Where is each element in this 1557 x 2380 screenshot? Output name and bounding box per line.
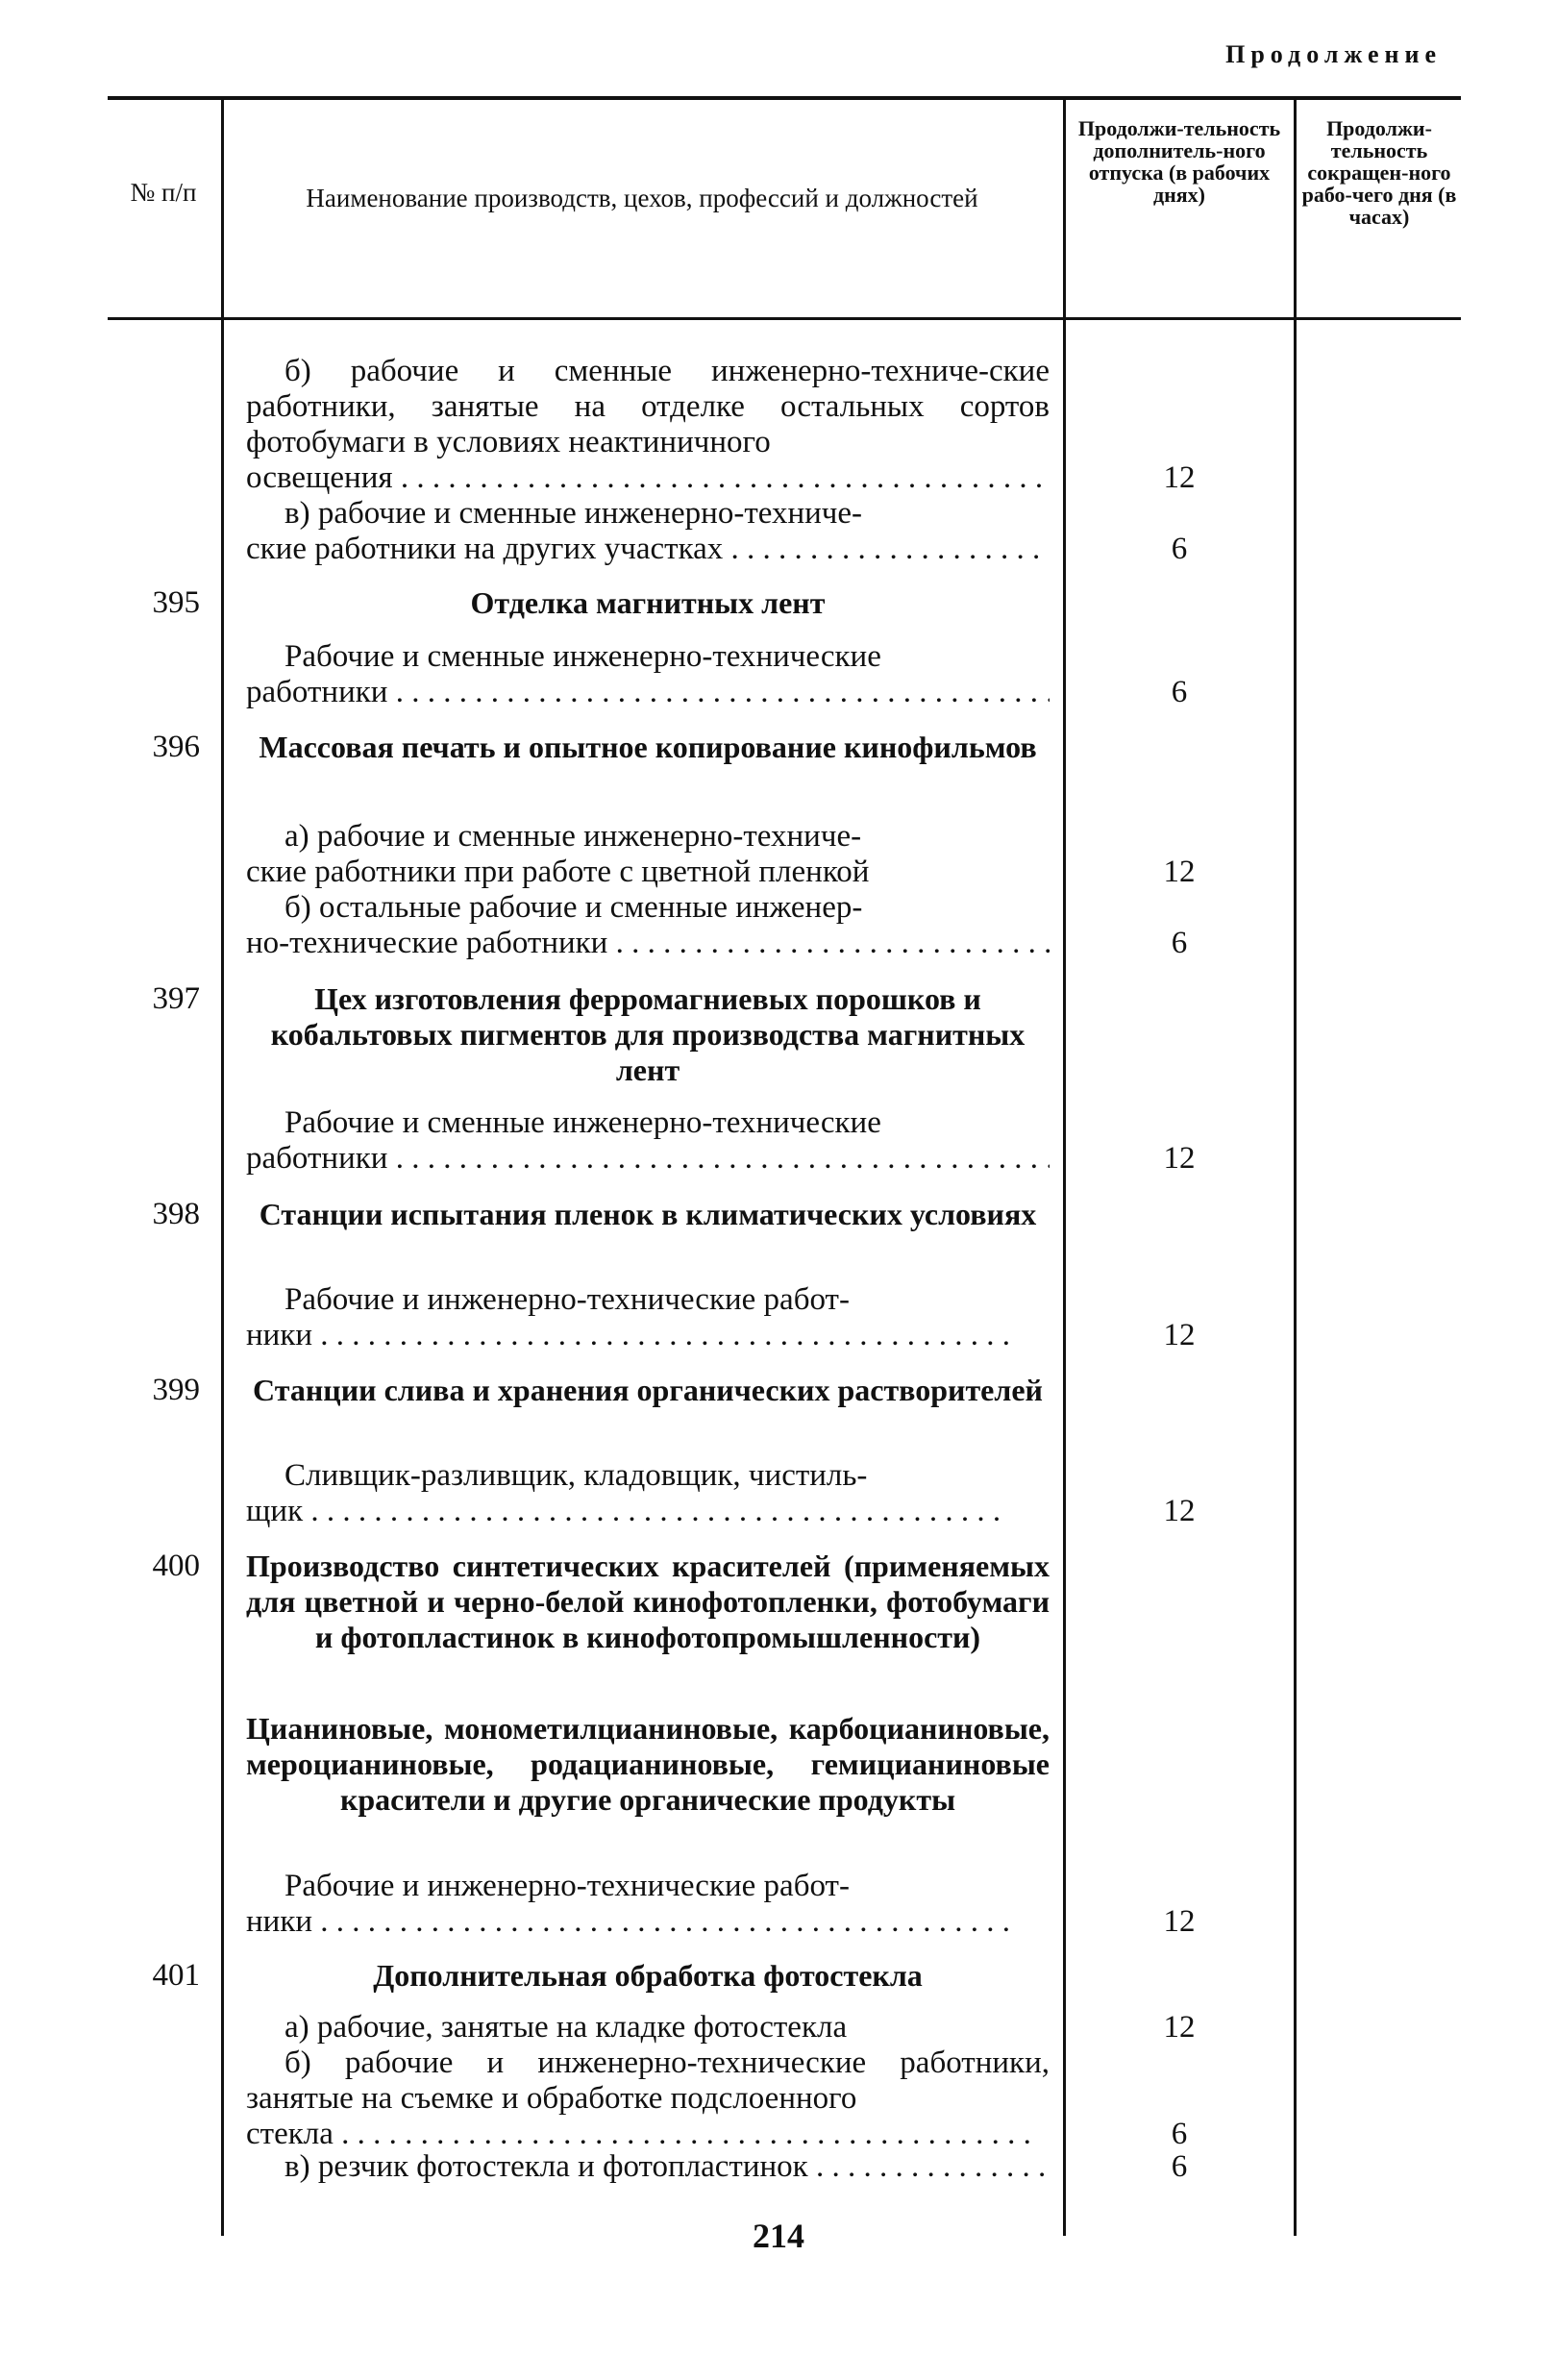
section-title: Станции слива и хранения органических растворителей xyxy=(253,1373,1043,1407)
item-text: Рабочие и инженерно-технические работ- xyxy=(284,1869,850,1903)
item-text: Рабочие и инженерно-технические работ- xyxy=(284,1282,850,1317)
leave-value: 6 xyxy=(1171,675,1188,709)
item-text: а) рабочие, занятые на кладке фотостекла xyxy=(284,2010,848,2045)
item-text: стекла . . . xyxy=(246,2117,1050,2152)
header-number: № п/п xyxy=(130,178,197,207)
item-text: а) рабочие и сменные инженерно-техниче- xyxy=(284,819,862,854)
item-text: Сливщик-разливщик, кладовщик, чистиль- xyxy=(284,1458,868,1493)
leave-value: 12 xyxy=(1163,855,1196,889)
header-reduced-day: Продолжи-тельность сокращен-ного рабо-чего дня (в часах) xyxy=(1301,116,1457,230)
row-number: 400 xyxy=(152,1549,200,1583)
leave-value: 12 xyxy=(1163,2010,1196,2045)
page-number: 214 xyxy=(753,2217,804,2255)
item-text: Рабочие и сменные инженерно-технические xyxy=(284,1105,881,1140)
leave-value: 6 xyxy=(1171,2117,1188,2151)
header-name: Наименование производств, цехов, профессий и должностей xyxy=(306,184,978,212)
header-bottom-rule xyxy=(108,317,1461,320)
item-text: освещения . . . xyxy=(246,460,1050,496)
table-top-rule xyxy=(108,96,1461,100)
section-title: Дополнительная обработка фотостекла xyxy=(373,1958,923,1993)
item-text: работники . . . xyxy=(246,1141,1050,1177)
item-text: ские работники при работе с цветной пленкой xyxy=(246,855,870,889)
row-number: 399 xyxy=(152,1373,200,1407)
row-number: 397 xyxy=(152,981,200,1016)
item-text: Рабочие и сменные инженерно-технические xyxy=(284,639,881,674)
item-text: в) рабочие и сменные инженерно-техниче- xyxy=(284,496,863,531)
column-divider-3 xyxy=(1294,100,1297,2236)
section-title: Отделка магнитных лент xyxy=(470,585,826,620)
item-text: работники . . . xyxy=(246,675,1050,710)
section-title: Производство синтетических красителей (применяемых для цветной и черно-белой кинофотопленки, фотобумаги и фотопластинок в кинофотопромышленности) xyxy=(246,1549,1050,1654)
section-title: Массовая печать и опытное копирование кинофильмов xyxy=(259,730,1037,764)
item-text: б) рабочие и инженерно-технические работники, занятые на съемке и обработке подслоенного xyxy=(246,2045,1050,2116)
item-text: ники . . . xyxy=(246,1904,1050,1940)
column-divider-1 xyxy=(221,100,224,2236)
column-divider-2 xyxy=(1063,100,1066,2236)
leave-value: 6 xyxy=(1171,532,1188,566)
subsection-title: Цианиновые, монометилцианиновые, карбоцианиновые, мероцианиновые, родацианиновые, гемицианиновые красители и другие органические продукты xyxy=(246,1711,1050,1817)
row-number: 395 xyxy=(152,585,200,620)
row-number: 401 xyxy=(152,1958,200,1993)
item-text: б) рабочие и сменные инженерно-техниче-ские работники, занятые на отделке остальных сортов фотобумаги в условиях неактиничного xyxy=(246,354,1050,459)
leave-value: 12 xyxy=(1163,460,1196,495)
item-text: б) остальные рабочие и сменные инженер- xyxy=(284,890,863,925)
leave-value: 6 xyxy=(1171,2149,1188,2184)
row-number: 396 xyxy=(152,730,200,764)
item-text: в) резчик фотостекла и фотопластинок . . . xyxy=(246,2149,1050,2185)
leave-value: 6 xyxy=(1171,926,1188,960)
section-title: Станции испытания пленок в климатических условиях xyxy=(259,1197,1037,1231)
item-text: ники . . . xyxy=(246,1318,1050,1353)
item-text: но-технические работники . . . xyxy=(246,926,1050,961)
section-title: Цех изготовления ферромагниевых порошков и кобальтовых пигментов для производства магнитных лент xyxy=(270,981,1026,1087)
row-number: 398 xyxy=(152,1197,200,1231)
item-text: ские работники на других участках . . . xyxy=(246,532,1050,567)
leave-value: 12 xyxy=(1163,1318,1196,1352)
continuation-label: Продолжение xyxy=(1225,40,1442,68)
leave-value: 12 xyxy=(1163,1904,1196,1939)
leave-value: 12 xyxy=(1163,1141,1196,1176)
item-text: щик . . . xyxy=(246,1494,1050,1529)
leave-value: 12 xyxy=(1163,1494,1196,1528)
header-leave-duration: Продолжи-тельность дополнитель-ного отпуска (в рабочих днях) xyxy=(1077,116,1281,208)
